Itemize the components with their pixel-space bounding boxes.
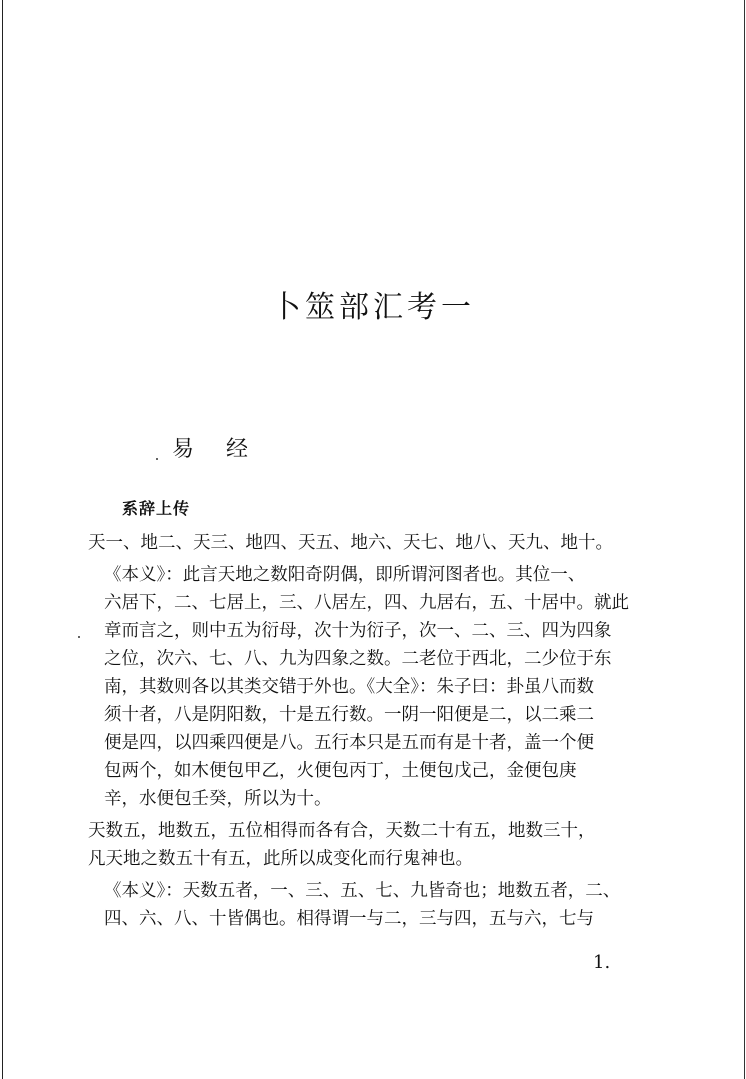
chapter-title: 卜筮部汇考一: [271, 290, 475, 325]
scan-speck: [156, 458, 158, 460]
note-line: 章而言之，则中五为衍母，次十为衍子，次一、二、三、四为四象: [104, 621, 612, 641]
note-line: 《本义》：此言天地之数阳奇阴偶，即所谓河图者也。其位一、: [104, 565, 586, 585]
note-line: 六居下，二、七居上，三、八居左，四、九居右，五、十居中。就此: [104, 593, 629, 613]
note-line: 便是四，以四乘四便是八。五行本只是五而有是十者，盖一个便: [104, 733, 594, 753]
page-edge-left: [2, 0, 3, 1079]
page-number: 1.: [593, 952, 611, 973]
note-line: 包两个，如木便包甲乙，火便包丙丁，土便包戊己，金便包庚: [104, 761, 577, 781]
text-line: 凡天地之数五十有五，此所以成变化而行鬼神也。: [88, 849, 473, 869]
note-line: 须十者，八是阴阳数，十是五行数。一阴一阳便是二，以二乘二: [104, 705, 594, 725]
note-line: 南，其数则各以其类交错于外也。《大全》：朱子曰：卦虽八而数: [104, 677, 594, 697]
text-line: 天一、地二、天三、地四、天五、地六、天七、地八、天九、地十。: [88, 533, 613, 553]
section-title: 系辞上传: [122, 499, 191, 518]
note-line: 《本义》：天数五者，一、三、五、七、九皆奇也；地数五者，二、: [104, 881, 621, 901]
note-line: 四、六、八、十皆偶也。相得谓一与二，三与四，五与六，七与: [104, 909, 594, 929]
scan-speck: [78, 636, 80, 638]
text-line: 天数五，地数五，五位相得而各有合，天数二十有五，地数三十，: [88, 821, 596, 841]
page-edge-right: [744, 0, 745, 1079]
note-line: 辛，水便包壬癸，所以为十。: [104, 789, 332, 809]
book-title: 易经: [172, 437, 281, 462]
note-line: 之位，次六、七、八、九为四象之数。二老位于西北，二少位于东: [104, 649, 612, 669]
